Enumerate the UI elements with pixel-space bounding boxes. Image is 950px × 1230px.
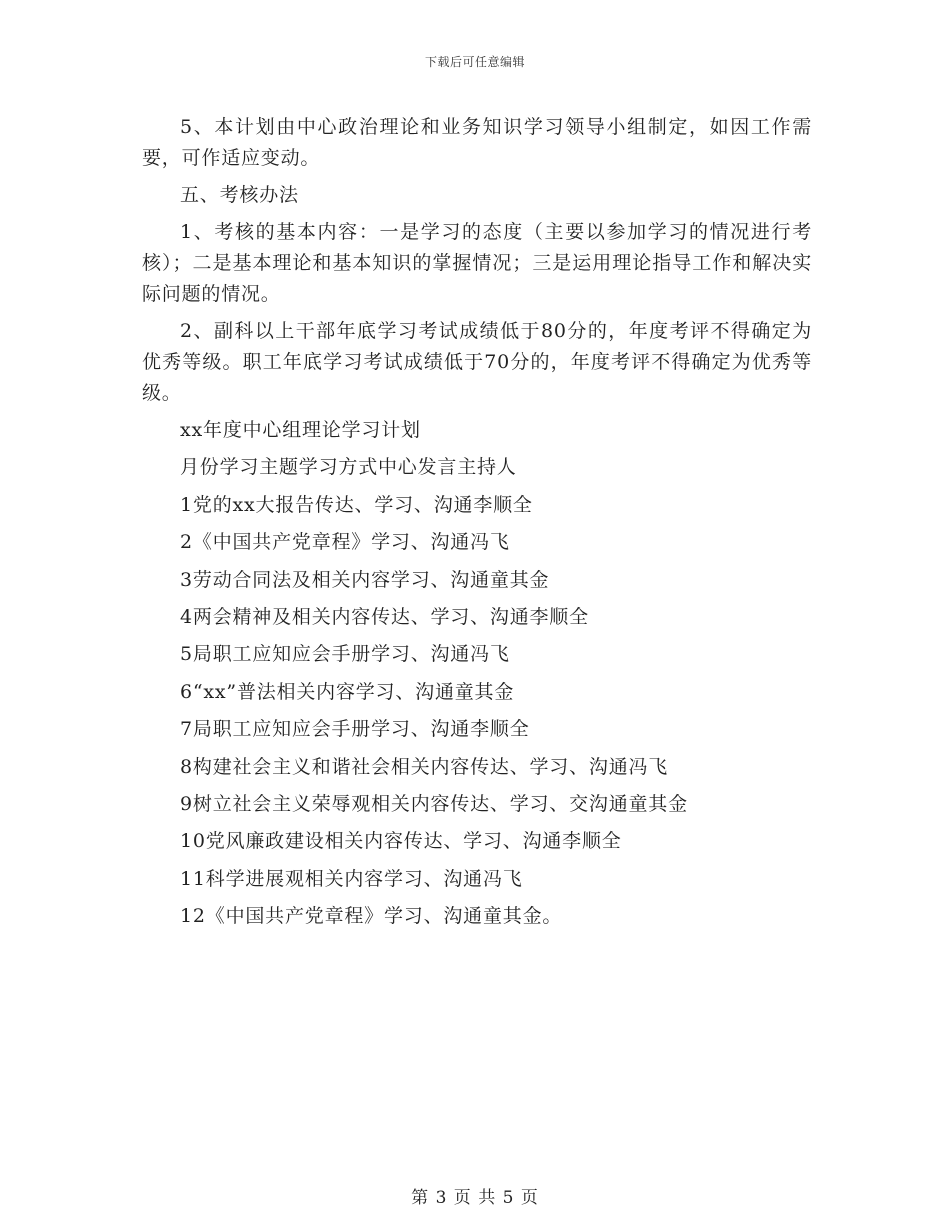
plan-item: 9树立社会主义荣辱观相关内容传达、学习、交沟通童其金 xyxy=(180,792,688,815)
document-body xyxy=(142,112,812,938)
plan-item: 11科学进展观相关内容学习、沟通冯飞 xyxy=(180,867,523,890)
plan-item: 12《中国共产党章程》学习、沟通童其金。 xyxy=(180,905,563,928)
paragraph-assessment-1: 1、考核的基本内容：一是学习的态度（主要以参加学习的情况进行考核）；二是基本理论和基本知识的掌握情况；三是运用理论指导工作和解决实际问题的情况。 xyxy=(142,221,812,305)
page-number-footer: 第 3 页 共 5 页 xyxy=(411,1188,539,1208)
paragraph-item-5: 5、本计划由中心政治理论和业务知识学习领导小组制定，如因工作需要，可作适应变动。 xyxy=(142,116,812,169)
paragraph-assessment-2: 2、副科以上干部年底学习考试成绩低于80分的，年度考评不得确定为优秀等级。职工年底学习考试成绩低于70分的，年度考评不得确定为优秀等级。 xyxy=(142,320,812,404)
plan-item: 2《中国共产党章程》学习、沟通冯飞 xyxy=(180,531,510,554)
plan-item: 4两会精神及相关内容传达、学习、沟通李顺全 xyxy=(180,605,589,628)
plan-item: 3劳动合同法及相关内容学习、沟通童其金 xyxy=(180,568,550,591)
plan-item: 7局职工应知应会手册学习、沟通李顺全 xyxy=(180,718,530,741)
plan-item: 8构建社会主义和谐社会相关内容传达、学习、沟通冯飞 xyxy=(180,755,669,778)
plan-item: 10党风廉政建设相关内容传达、学习、沟通李顺全 xyxy=(180,830,622,853)
section-heading-assessment: 五、考核办法 xyxy=(180,184,299,206)
plan-columns-line: 月份学习主题学习方式中心发言主持人 xyxy=(180,456,517,479)
page-header-note: 下载后可任意编辑 xyxy=(424,55,525,69)
plan-title: xx年度中心组理论学习计划 xyxy=(180,419,421,441)
plan-item: 5局职工应知应会手册学习、沟通冯飞 xyxy=(180,643,510,666)
plan-item: 6“xx”普法相关内容学习、沟通童其金 xyxy=(180,680,515,703)
plan-item: 1党的xx大报告传达、学习、沟通李顺全 xyxy=(180,493,533,516)
